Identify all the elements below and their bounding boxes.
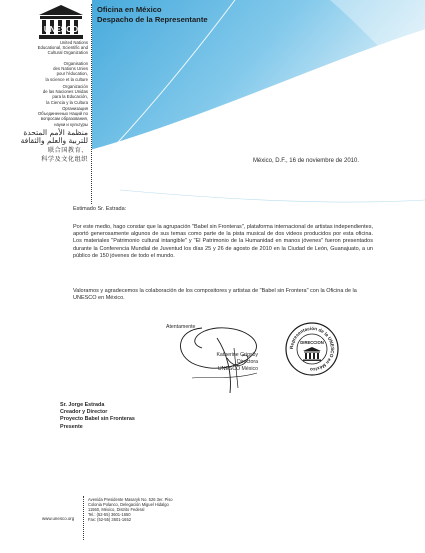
signatory-title: Directora [236,359,258,365]
paragraph-2: Valoramos y agradecemos la colaboración de los compositores y artistas de "Babel sin Frontera" con la Oficina de la UNESCO en México. [73,288,357,302]
org-name-english: United Nations Educational, Scientific and Cultural Organization [37,40,88,56]
signatory-name: Katherine Grigsby [216,352,258,358]
org-name-chinese: 联合国教育、 科学及文化组织 [41,147,88,163]
paragraph-1: Por este medio, hago constar que la agrupación "Babel sin Fronteras", plataforma internacional de artistas independientes, aportó generosamente algunos de sus temas como parte de la pista musical de dos videos producidos por esta oficina. Los materiales "Patrimonio cultural intangible" y "El Patrimonio de la Humanidad en manos jóvenes" fueron presentados durante la Conferencia Mundial de Juventud los días 25 y 26 de agosto de 2010 en la Ciudad de León, Guanajuato, a un público de 150 jóvenes de todo el mundo. [73,224,373,259]
org-name-french: Organisation des Nations Unies pour l'éducation, la science et la culture [45,61,88,82]
footer-address: Avenida Presidente Masaryk No. 526 3er. Piso Colonia Polanco, Delegación Miguel Hidalgo 11560, México, Distrito Federal Tel.: (52-55) 3601-1650 Fax: (52-55) 3601-1652 [88,497,173,522]
recipient-role: Creador y Director [60,409,108,416]
org-name-arabic: منظمة الأمم المتحدة للتربية والعلم والثقافة [20,128,88,145]
letter-date: México, D.F., 16 de noviembre de 2010. [252,158,359,164]
seal-center-text: DIRECCION [300,340,324,345]
recipient-present: Presente [60,423,83,430]
signatory-organization: UNESCO México [217,366,258,372]
seal-ring-text: Representación de la UNESCO en México [288,325,336,373]
recipient-block [60,402,135,431]
office-department: Despacho de la Representante [97,14,208,24]
office-heading [97,5,208,24]
org-name-spanish: Organización de las Naciones Unidas para la Educación, la Ciencia y la Cultura [42,84,88,105]
recipient-project: Proyecto Babel sin Fronteras [60,416,135,423]
footer-divider [83,496,84,540]
signature-closing: Atentamente [166,324,196,330]
letterhead-divider [91,4,92,204]
greeting: Estimado Sr. Estrada: [73,206,127,212]
footer-website-link[interactable]: www.unesco.org [42,516,75,521]
official-seal-icon [285,322,339,376]
org-name-russian: Организация Объединенных Наций по вопросам образования, науки и культуры [37,106,88,127]
unesco-logo-icon [38,4,84,40]
recipient-name: Sr. Jorge Estrada [60,402,105,408]
logo-text: UNESCO [43,25,79,34]
office-name: Oficina en México [97,5,162,14]
